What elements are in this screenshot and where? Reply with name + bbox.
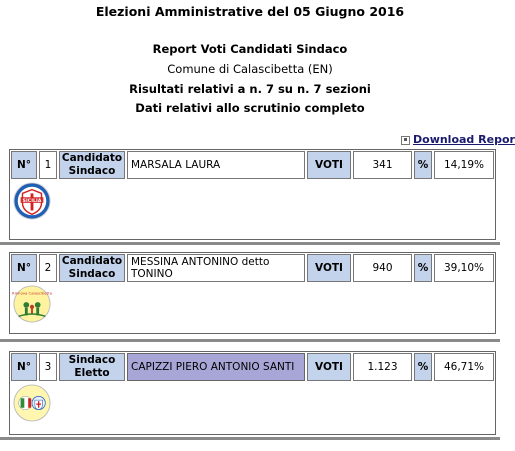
candidate-number: 3 [39,353,57,381]
page-title: Elezioni Amministrative del 05 Giugno 2016 [95,4,405,19]
candidate-card-3 [9,351,496,435]
candidate-name: MARSALA LAURA [127,151,305,179]
candidate-card-1 [9,149,496,240]
role-label: Candidato Sindaco [59,254,125,282]
pct-value: 14,19% [434,151,494,179]
candidate-row [10,150,495,180]
voti-label: VOTI [307,254,351,282]
logo-text: Rinnova Calascibetta [11,290,53,296]
download-icon: ▪ [401,136,410,145]
role-label: Sindaco Eletto [59,353,125,381]
role-label: Candidato Sindaco [59,151,125,179]
separator [0,242,500,245]
comune-text: Comune di Calascibetta (EN) [167,62,333,76]
candidate-row [10,352,495,382]
candidate-name: MESSINA ANTONINO detto TONINO [127,254,305,282]
candidate-name: CAPIZZI PIERO ANTONIO SANTI [127,353,305,381]
votes-value: 940 [353,254,412,282]
votes-value: 1.123 [353,353,412,381]
pct-label: % [414,353,432,381]
logo-text: SICILIA [22,198,42,204]
risultati-label: Risultati relativi a n. 7 su n. 7 sezioni [129,82,371,96]
candidate-row [10,253,495,283]
report-title: Report Voti Candidati Sindaco [152,42,348,56]
sicilia-party-logo-icon [13,182,51,220]
dati-label: Dati relativi allo scrutinio completo [135,101,365,115]
n-label: N° [11,353,37,381]
separator [0,339,500,342]
pd-udc-coalition-logo-icon [13,384,51,422]
candidate-number: 2 [39,254,57,282]
candidate-number: 1 [39,151,57,179]
pct-label: % [414,254,432,282]
download-label: Download Repor [413,133,515,146]
voti-label: VOTI [307,151,351,179]
rinnova-calascibetta-logo-icon [13,285,51,323]
comune-label [0,62,500,76]
separator [0,437,500,440]
n-label: N° [11,151,37,179]
download-report-link[interactable] [401,133,515,146]
votes-value: 341 [353,151,412,179]
candidate-card-2 [9,252,496,334]
pct-label: % [414,151,432,179]
pct-value: 39,10% [434,254,494,282]
pct-value: 46,71% [434,353,494,381]
n-label: N° [11,254,37,282]
voti-label: VOTI [307,353,351,381]
